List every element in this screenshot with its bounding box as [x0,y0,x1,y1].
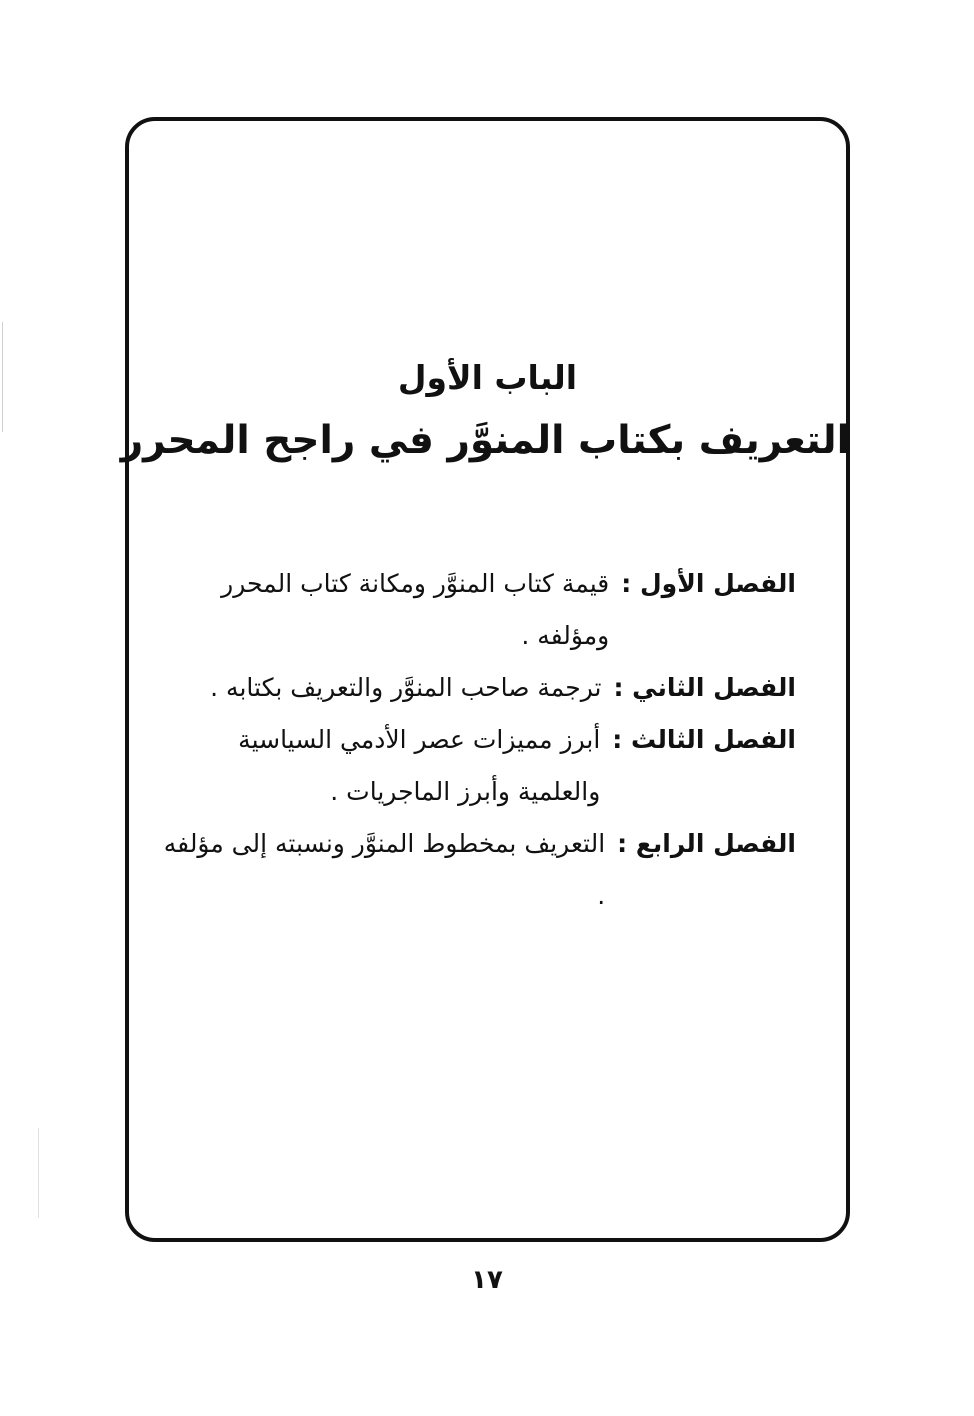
chapter-item [156,714,796,818]
scan-edge-mark [2,322,3,432]
chapter-text: ترجمة صاحب المنوَّر والتعريف بكتابه . [210,673,602,702]
chapter-label: الفصل الثاني : [613,673,796,702]
chapter-text: قيمة كتاب المنوَّر ومكانة كتاب المحرر ومؤلفه . [221,569,610,650]
page-number: ١٧ [471,1265,503,1295]
chapter-list [156,558,796,922]
chapter-text: أبرز مميزات عصر الأدمي السياسية والعلمية وأبرز الماجريات . [238,725,601,806]
chapter-label: الفصل الثالث : [612,725,796,754]
part-label: الباب الأول [397,358,578,397]
chapter-item [156,818,796,922]
chapter-label: الفصل الأول : [621,569,796,598]
scan-edge-mark [38,1128,39,1218]
chapter-item [156,558,796,662]
part-title: التعريف بكتاب المنوَّر في راجح المحرر [120,418,850,463]
chapter-item [156,662,796,714]
chapter-label: الفصل الرابع : [617,829,796,858]
chapter-text: التعريف بمخطوط المنوَّر ونسبته إلى مؤلفه . [163,829,606,910]
